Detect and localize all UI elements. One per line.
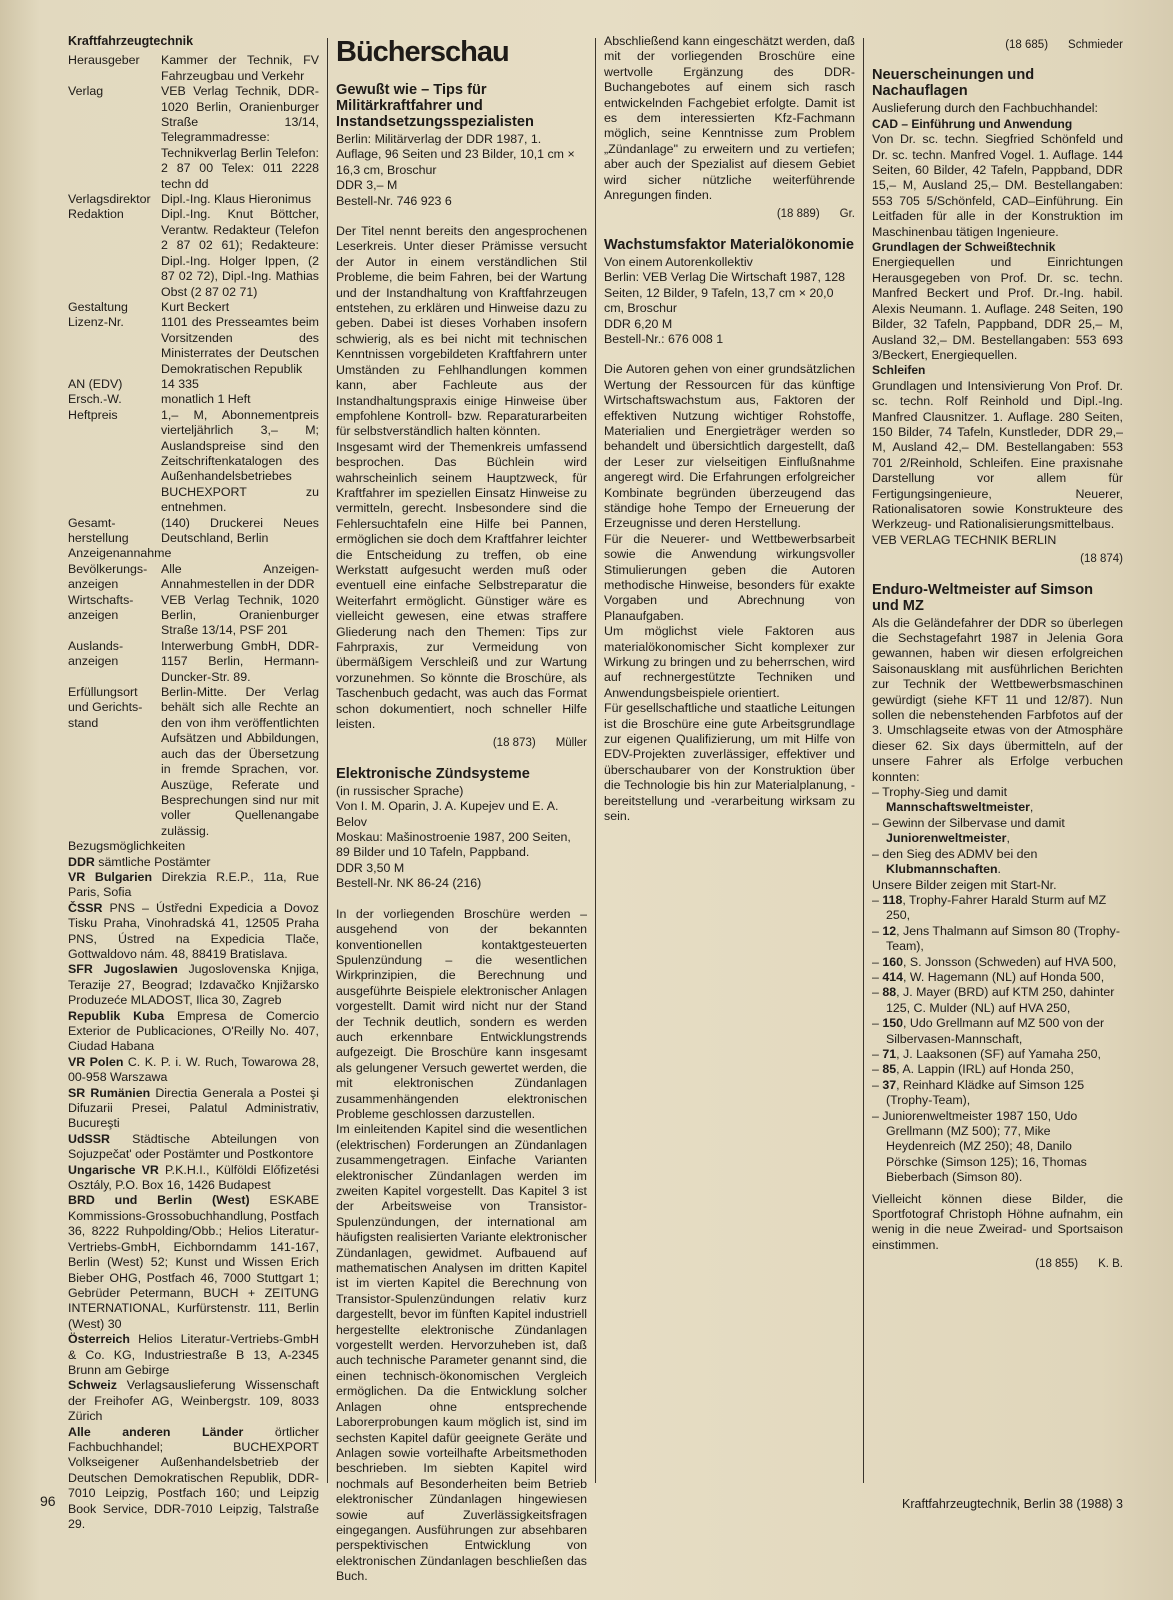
- review-body: [604, 362, 855, 824]
- imprint-key: Verlagsdirektor: [68, 192, 151, 207]
- bezug-text: C. K. P. i. W. Ruch, Towarowa 28, 00-958 Warszawa: [68, 1054, 320, 1085]
- bezug-country: Österreich: [68, 1332, 130, 1347]
- news-item-text: Grundlagen und Intensivierung Von Prof. Dr. sc. techn. Rolf Reinhold und Dipl.-Ing. Manfred Clausnitzer. 1. Auflage. 280 Seiten, 150 Bilder, 74 Tafeln, Kunstleder, DDR 29,– M, Ausland 42,– DM. Bestellangaben: 553 701 2/Reinhold, Schleifen. Eine praxisnahe Darstellung vor allem für Fertigungsingenieure, Neuerer, Rationalisatoren sowie Konstrukteure des Werkzeug- und Rationalisierungsmittelbaus.: [872, 378, 1123, 532]
- rider-item: [872, 1078, 1123, 1109]
- rider-item: [872, 1016, 1123, 1047]
- win-end: ,: [1006, 831, 1010, 846]
- meta-line: DDR 3,50 M: [336, 860, 405, 875]
- bezug-country: UdSSR: [68, 1131, 110, 1146]
- meta-line: Bestell-Nr. 746 923 6: [336, 193, 452, 208]
- imprint-row: [68, 207, 319, 299]
- review-column-3: [604, 34, 855, 825]
- imprint-value: Dipl.-Ing. Klaus Hieronimus: [161, 192, 312, 207]
- review-number: (18 874): [1080, 553, 1123, 566]
- imprint-row: [68, 300, 319, 315]
- column-rule: [327, 38, 328, 1483]
- imprint-key: Redaktion: [68, 207, 124, 222]
- bezug-country: Schweiz: [68, 1378, 117, 1393]
- news-column-4: [872, 34, 1123, 1287]
- imprint-value: 1101 des Presseamtes beim Vorsitzenden des Ministerrates der Deutschen Demokratischen Republik: [161, 315, 319, 376]
- rider-item: [872, 970, 1123, 985]
- news-item: [872, 363, 1123, 532]
- review-title: Gewußt wie – Tips für Militärkraftfahrer und Instandsetzungsspezialisten: [336, 82, 534, 130]
- rider-number: 71: [882, 1046, 897, 1061]
- imprint-column: [68, 34, 319, 1532]
- bezug-text: Direkzia R.E.P., 11a, Rue Paris, Sofia: [68, 869, 319, 900]
- bezug-entry: [68, 855, 319, 870]
- rider-text: , W. Hagemann (NL) auf Honda 500,: [903, 969, 1105, 984]
- rider-item: [872, 893, 1123, 924]
- rider-text: , J. Laaksonen (SF) auf Yamaha 250,: [896, 1046, 1101, 1061]
- imprint-value: Alle Anzeigen-Annahmestellen in der DDR: [161, 561, 319, 592]
- bezug-entry: [68, 1193, 319, 1332]
- bezug-country: ČSSR: [68, 900, 103, 915]
- review-title: Wachstumsfaktor Materialökonomie: [604, 236, 855, 253]
- paragraph: Abschließend kann eingeschätzt werden, daß mit der vorliegenden Broschüre eine wertvolle Ergänzung des DDR-Buchangebotes auf einem sich rasch entwickelnden Fachgebiet erfolgte. Damit ist es dem interessierten Kfz-Fachmann möglich, seine Kenntnisse zum Problem „Zündanlage" zu erweitern und zu vertiefen; aber auch der Spezialist auf diesem Gebiet wird sicher nützliche weiterführende Anregungen finden.: [604, 34, 855, 203]
- bezug-text: Empresa de Comercio Exterior de Publicaciones, O'Reilly No. 407, Ciudad Habana: [68, 1008, 319, 1054]
- paragraph: In der vorliegenden Broschüre werden – ausgehend von der bekannten konventionellen kontaktgesteuerten Spulenzündung – die wesentlichen Wirkprinzipien, die Berechnung und ausgeführte Beispiele elektronischer Anlagen vorgestellt. Damit wird nicht nur der Stand der Technik deutlich, sondern es werden auch erkennbare Entwicklungstrends aufgezeigt. Die Broschüre kann insgesamt als gelungener Versuch gewertet werden, die mit elektronischen Zündanlagen zusammenhängenden elektronischen Probleme geschlossen darzustellen.: [336, 906, 587, 1121]
- win-bold: Mannschaftsweltmeister: [886, 800, 1030, 815]
- bezug-text: P.K.H.I., Külföldi Előfizetési Osztály, P.O. Box 16, 1426 Budapest: [68, 1162, 319, 1193]
- imprint-rows: [68, 53, 319, 546]
- paragraph: Vielleicht können diese Bilder, die Sportfotograf Christoph Höhne aufnahm, ein wenig in die neue Zweirad- und Sportsaison einstimmen.: [872, 1191, 1123, 1252]
- review-author: K. B.: [1098, 1258, 1123, 1271]
- wins-list: [872, 785, 1123, 877]
- review-signature: [872, 1257, 1123, 1272]
- win-text: Gewinn der Silbervase und damit: [882, 815, 1065, 830]
- imprint-row: [68, 377, 319, 392]
- bezug-heading: Bezugsmöglichkeiten: [68, 839, 186, 854]
- imprint-row: [68, 315, 319, 377]
- ads-rows: [68, 562, 319, 839]
- rider-number: 150: [882, 1016, 904, 1031]
- imprint-key: Heftpreis: [68, 407, 118, 422]
- review-signature: [336, 736, 587, 751]
- review-signature: [872, 38, 1123, 53]
- imprint-row: [68, 192, 319, 207]
- imprint-row: [68, 53, 319, 84]
- ads-heading: Anzeigenannahme: [68, 546, 172, 561]
- imprint-value: Berlin-Mitte. Der Verlag behält sich alle Rechte an den von ihm veröffentlichten Aufsätzen und Abbildungen, auch das der Übersetzung in fremde Sprachen, vor. Auszüge, Referate und Besprechungen sind nur mit voller Quellenangabe zulässig.: [161, 685, 319, 838]
- meta-line: Von einem Autorenkollektiv: [604, 254, 753, 269]
- win-end: ,: [1029, 800, 1034, 815]
- win-end: .: [997, 862, 1001, 877]
- meta-line: (in russischer Sprache): [336, 783, 464, 798]
- meta-line: DDR 3,– M: [336, 178, 398, 193]
- bezug-text: Verlagsauslieferung Wissenschaft der Freihofer AG, Weinbergstr. 109, 8033 Zürich: [68, 1378, 319, 1424]
- bezug-entry: [68, 1009, 319, 1055]
- review-column-2: [336, 34, 587, 1585]
- rider-text: , A. Lappin (IRL) auf Honda 250,: [896, 1062, 1074, 1077]
- news-item-title: CAD – Einführung und Anwendung: [872, 116, 1073, 131]
- bezug-country: DDR: [68, 854, 95, 869]
- bezug-text: Helios Literatur-Vertriebs-GmbH & Co. KG, Industriestraße B 13, A-2345 Brunn am Gebirge: [68, 1332, 319, 1377]
- imprint-row: [68, 639, 319, 685]
- paragraph: Um möglichst viele Faktoren aus materialökonomischer Sicht komplexer zur Wirkung zu bringen und zu beherrschen, wird auf rechnergestützte Techniken und Anwendungsbeispiele orientiert.: [604, 624, 855, 700]
- rider-text: , Reinhard Klädke auf Simson 125 (Trophy-Team),: [886, 1077, 1085, 1108]
- rider-text: Juniorenweltmeister 1987 150, Udo Grellmann (MZ 500); 77, Mike Heydenreich (MZ 250); 48, Danilo Pörschke (Simson 125); 16, Thomas Bieberbach (Simson 80).: [882, 1108, 1087, 1185]
- imprint-value: VEB Verlag Technik, 1020 Berlin, Oranienburger Straße 13/14, PSF 201: [161, 592, 319, 638]
- imprint-value: (140) Druckerei Neues Deutschland, Berlin: [161, 515, 319, 545]
- bezug-entry: [68, 1332, 319, 1378]
- imprint-key: Auslands-anzeigen: [68, 638, 124, 669]
- news-item-title: Schleifen: [872, 363, 926, 378]
- review-body: [336, 224, 587, 732]
- bezug-entry: [68, 1425, 319, 1533]
- paragraph: Unsere Bilder zeigen mit Start-Nr.: [872, 877, 1057, 892]
- imprint-row: [68, 516, 319, 547]
- imprint-value: Interwerbung GmbH, DDR-1157 Berlin, Hermann-Duncker-Str. 89.: [161, 638, 319, 684]
- imprint-key: Gesamt-herstellung: [68, 515, 129, 545]
- bezug-text: PNS – Ústředni Expedicia a Dovoz Tisku Praha, Vinohradská 41, 12505 Praha PNS, Ústred na Expedicia Tlače, Gottwaldovo nám. 48, 88419 Bratislava.: [68, 900, 319, 961]
- imprint-value: Kammer der Technik, FV Fahrzeugbau und Verkehr: [161, 53, 319, 83]
- rider-number: 12: [882, 923, 897, 938]
- bezug-entry: [68, 1163, 319, 1194]
- bezug-text: Directia Generala a Postei şi Difuzarii Presei, Palatul Administrativ, Bucureşti: [68, 1085, 319, 1131]
- rider-text: , S. Jonsson (Schweden) auf HVA 500,: [903, 954, 1117, 969]
- win-item: [872, 785, 1123, 816]
- news-title: Neuerscheinungen und Nachauflagen: [872, 67, 1035, 100]
- enduro-title: Enduro-Weltmeister auf Simson und MZ: [872, 581, 1094, 614]
- imprint-key: Erfüllungsort und Gerichts-stand: [68, 685, 143, 730]
- bezug-entry: [68, 1378, 319, 1424]
- win-item: [872, 847, 1123, 878]
- bezug-country: Ungarische VR: [68, 1162, 159, 1177]
- column-rule: [863, 38, 864, 1483]
- news-item: [872, 117, 1123, 240]
- news-items: [872, 117, 1123, 533]
- column-rule: [595, 38, 596, 1483]
- news-item-text: Energiequellen und Einrichtungen Herausgegeben von Prof. Dr. sc. techn. Manfred Beckert und Prof. Dr.-Ing. habil. Alexis Neumann. 1. Auflage. 248 Seiten, 190 Bilder, 32 Tafeln, Pappband, DDR 25,– M, Ausland 32,– DM. Bestellangaben: 553 693 3/Beckert, Energiequellen.: [872, 255, 1123, 362]
- review-number: (18 855): [1035, 1258, 1079, 1271]
- rider-number: 37: [882, 1077, 897, 1092]
- imprint-value: VEB Verlag Technik, DDR-1020 Berlin, Oranienburger Straße 13/14, Telegrammadresse: Technikverlag Berlin Telefon: 2 87 00 Telex: 011 2228 techn dd: [161, 84, 319, 191]
- imprint-value: Kurt Beckert: [161, 299, 230, 314]
- imprint-row: [68, 685, 319, 839]
- review-number: (18 685): [1005, 39, 1049, 51]
- rider-number: 118: [882, 892, 903, 907]
- win-text: Trophy-Sieg und damit: [882, 785, 1008, 800]
- paragraph: Für gesellschaftliche und staatliche Leitungen ist die Broschüre eine gute Arbeitsgrundlage zur eigenen Qualifizierung, um mit Hilfe von EDV-Projekten zuverlässiger, effektiver und überschaubarer von der Konstruktion über die Technologie bis hin zur Materialplanung, -bereitstellung und -verarbeitung wirksam zu sein.: [604, 701, 855, 824]
- review-signature: [872, 552, 1123, 567]
- bezug-text: örtlicher Fachbuchhandel; BUCHEXPORT Volkseigener Außenhandelsbetrieb der Deutschen Demokratischen Republik, DDR-7010 Leipzig, Postfach 160; und Leipzig Book Service, DDR-7010 Leipzig, Talstraße 29.: [68, 1424, 320, 1531]
- bezug-entry: [68, 1086, 319, 1132]
- paragraph: Die Autoren gehen von einer grundsätzlichen Wertung der Ressourcen für das künftige Wirtschaftswachstum aus, Faktoren der effektiven Nutzung wichtiger Rohstoffe, Materialien und Energieträger werden so behandelt und übersichtlich dargestellt, daß der Leser zur vielseitigen Einflußnahme angeregt wird. Die Erfahrungen erfolgreicher Kombinate begründen überzeugend das ständige hohe Tempo der Erneuerung der Erzeugnisse und deren Herstellung.: [604, 362, 855, 531]
- imprint-key: Gestaltung: [68, 299, 128, 314]
- review-number: (18 889): [776, 208, 820, 221]
- rider-text: , J. Mayer (BRD) auf KTM 250, dahinter 125, C. Mulder (NL) auf HVA 250,: [886, 985, 1115, 1015]
- review-meta: [604, 255, 855, 347]
- imprint-key: Wirtschafts-anzeigen: [68, 592, 134, 623]
- review-author: Gr.: [839, 208, 855, 221]
- rider-item: [872, 1047, 1123, 1062]
- paragraph: Für die Neuerer- und Wettbewerbsarbeit sowie die Anwendung wirkungsvoller Stimulierungen geben die Autoren methodische Hinweise, besonders für exakte Vorgaben und Abrechnung von Planaufgaben.: [604, 531, 855, 623]
- imprint-key: Verlag: [68, 84, 104, 99]
- imprint-title: Kraftfahrzeugtechnik: [68, 34, 194, 48]
- bezug-country: Republik Kuba: [68, 1008, 165, 1023]
- review-signature: [604, 207, 855, 222]
- win-text: den Sieg des ADMV bei den: [882, 846, 1038, 861]
- bezug-text: Städtische Abteilungen von Sojuzpečat' oder Postämter und Postkontore: [68, 1131, 319, 1162]
- imprint-value: Dipl.-Ing. Knut Böttcher, Verantw. Redakteur (Telefon 2 87 02 61); Redakteure: Dipl.-Ing. Holger Ippen, (2 87 02 72), Dipl.-Ing. Mathias Obst (2 87 02 71): [161, 207, 319, 299]
- meta-line: Von I. M. Oparin, J. A. Kupejev und E. A. Belov: [336, 799, 559, 829]
- bezug-entry: [68, 870, 319, 901]
- imprint-row: [68, 593, 319, 639]
- win-item: [872, 816, 1123, 847]
- review-meta: [336, 784, 587, 892]
- section-title: Bücherschau: [336, 36, 509, 68]
- rider-text: , Jens Thalmann auf Simson 80 (Trophy-Team),: [886, 923, 1120, 954]
- meta-line: Bestell-Nr.: 676 008 1: [604, 331, 724, 346]
- imprint-row: [68, 84, 319, 192]
- news-intro: Auslieferung durch den Fachbuchhandel:: [872, 101, 1098, 116]
- riders-list: [872, 893, 1123, 1186]
- bezug-country: BRD und Berlin (West): [68, 1193, 250, 1208]
- rider-number: 160: [882, 954, 904, 969]
- review-meta: [336, 132, 587, 209]
- imprint-value: 14 335: [161, 376, 199, 391]
- imprint-row: [68, 408, 319, 516]
- meta-line: Berlin: VEB Verlag Die Wirtschaft 1987, 128 Seiten, 12 Bilder, 9 Tafeln, 13,7 cm × 20,0 cm, Broschur: [604, 270, 846, 316]
- imprint-key: Ersch.-W.: [68, 392, 122, 407]
- rider-number: 88: [882, 985, 897, 1000]
- rider-number: 85: [882, 1062, 897, 1077]
- paragraph: Insgesamt wird der Themenkreis umfassend besprochen. Das Büchlein wird wahrscheinlich seinem Hauptzweck, für Kraftfahrer im speziellen Einsatz Hinweise zu vermitteln, gerecht. Insbesondere sind die Fehlersuchtafeln eine Hilfe bei Pannen, ermöglichen sie doch dem Kraftfahrer leichter die Entscheidung zu treffen, ob eine Werkstatt aufgesucht werden muß oder eventuell eine einfache Selbstreparatur die Weiterfahrt ermöglicht. Günstiger wäre es vielleicht gewesen, eine etwas straffere Gliederung nach den Themen: Tips zur Fahrpraxis, zur Vermeidung von übermäßigem Verschleiß und zur Wartung vorzunehmen. So könnte die Broschüre, als Taschenbuch gedacht, was auch das Format schon dokumentiert, noch schneller Hilfe leisten.: [336, 439, 587, 732]
- news-body: [872, 101, 1123, 548]
- bezug-entry: [68, 901, 319, 963]
- imprint-key: Bevölkerungs-anzeigen: [68, 561, 148, 592]
- imprint-key: Herausgeber: [68, 53, 140, 68]
- paragraph: Als die Geländefahrer der DDR so überlegen die Sechstagefahrt 1987 in Jelenia Gora gewannen, haben wir diesen erfolgreichen Saisonausklang mit ausführlichen Berichten zur Technik der Wettbewerbsmaschinen gewürdigt (siehe KFT 11 und 12/87). Nun sollen die nebenstehenden Farbfotos auf der 3. Umschlagseite etwas von der Atmosphäre dieser 62. Six days übermitteln, auf der unsere Fahrer als Erfolge verbuchen konnten:: [872, 615, 1123, 784]
- review-body: [604, 34, 855, 203]
- bezug-country: SFR Jugoslawien: [68, 962, 178, 977]
- bezug-text: Jugoslovenska Knjiga, Terazije 27, Beograd; Izdavačko Knjižarsko Produzeće MLADOST, Ilica 30, Zagreb: [68, 962, 319, 1008]
- news-item-text: Von Dr. sc. techn. Siegfried Schönfeld und Dr. sc. techn. Manfred Vogel. 1. Auflage. 144 Seiten, 60 Bilder, 42 Tafeln, Pappband, DDR 15,– M, Ausland 25,– DM. Bestellangaben: 553 705 5/Schönfeld, CAD–Einführung. Ein Leitfaden für alle in der Konstruktion im Maschinenbau tätigen Ingenieure.: [872, 132, 1123, 239]
- review-author: Schmieder: [1068, 39, 1123, 51]
- imprint-value: 1,– M, Abonnementpreis vierteljährlich 3,– M; Auslandspreise sind den Zeitschriftenkatalogen des Außenhandelsbetriebes BUCHEXPORT zu entnehmen.: [161, 407, 319, 515]
- imprint-key: AN (EDV): [68, 376, 123, 391]
- meta-line: Bestell-Nr. NK 86-24 (216): [336, 876, 482, 891]
- enduro-body: [872, 616, 1123, 1254]
- rider-item: [872, 955, 1123, 970]
- imprint-value: monatlich 1 Heft: [161, 392, 251, 407]
- paragraph: Der Titel nennt bereits den angesprochenen Leserkreis. Unter dieser Prämisse versucht der Autor in einem verständlichen Stil Probleme, die beim Fahren, bei der Wartung und der Instandhaltung von Kraftfahrzeugen entstehen, zu erklären und Hinweise dazu zu geben. Dabei ist dieses Vorhaben insofern schwierig, als es bei nicht mit technischen Kenntnissen vorgebildeten Kraftfahrern unter Umständen zu Fehlhandlungen kommen kann, aber Fachleute aus der Instandhaltungspraxis einige Hinweise über empfohlene Kontroll- bzw. Reparaturarbeiten für selbstverständlich halten könnten.: [336, 224, 587, 439]
- rider-text: , Trophy-Fahrer Harald Sturm auf MZ 250,: [886, 892, 1107, 923]
- journal-reference: Kraftfahrzeugtechnik, Berlin 38 (1988) 3: [902, 1497, 1123, 1511]
- meta-line: Berlin: Militärverlag der DDR 1987, 1. Auflage, 96 Seiten und 23 Bilder, 10,1 cm × 16,3 cm, Broschur: [336, 132, 575, 177]
- bezug-text: ESKABE Kommissions-Grossobuchhandlung, Postfach 36, 8222 Ruhpolding/Obb.; Helios Literatur-Vertriebs-GmbH, Eichborndamm 141-167, Berlin (West) 52; Kunst und Wissen Erich Bieber OHG, Postfach 46, 7000 Stuttgart 1; Gebrüder Petermann, BUCH + ZEITUNG INTERNATIONAL, Kurfürstenstr. 111, Berlin (West) 30: [68, 1193, 320, 1331]
- win-bold: Klubmannschaften: [886, 862, 998, 877]
- rider-number: 414: [882, 969, 904, 984]
- meta-line: Moskau: Mašinostroenie 1987, 200 Seiten, 89 Bilder und 10 Tafeln, Pappband.: [336, 830, 571, 860]
- rider-item: [872, 924, 1123, 955]
- win-bold: Juniorenweltmeister: [886, 831, 1007, 846]
- rider-item: [872, 1109, 1123, 1186]
- review-body: [336, 907, 587, 1585]
- imprint-key: Lizenz-Nr.: [68, 315, 124, 330]
- bezug-country: VR Polen: [68, 1054, 124, 1069]
- news-publisher: VEB VERLAG TECHNIK BERLIN: [872, 532, 1057, 547]
- bezug-text: sämtliche Postämter: [94, 854, 211, 869]
- news-item: [872, 240, 1123, 363]
- bezug-entry: [68, 962, 319, 1008]
- paragraph: Im einleitenden Kapitel sind die wesentlichen (elektrischen) Forderungen an Zündanlagen zusammengetragen. Einfache Varianten elektronischer Zündanlagen werden im zweiten Kapitel vorgestellt. Das Kapitel 3 ist der Arbeitsweise von Transistor-Spulenzündungen, der international am häufigsten realisierten Variante elektronischer Zündanlagen, gewidmet. Aufbauend auf mathematischen Analysen im dritten Kapitel ist im vierten Kapitel die Berechnung von Transistor-Spulenzündungen relativ kurz dargestellt, bevor im fünften Kapitel industriell hergestellte elektronische Zündanlagen vorgestellt werden. Hervorzuheben ist, daß auch technische Parameter genannt sind, die einen technisch-ökonomischen Vergleich ermöglichen. Da die Entwicklung solcher Anlagen ohne entsprechende Laborerprobungen kaum möglich ist, sind im sechsten Kapitel dafür geeignete Geräte und Anlagen sowie vorteilhafte Arbeitsmethoden beschrieben. Im siebten Kapitel wird nochmals auf Besonderheiten beim Betrieb elektronischer Zündanlagen hingewiesen sowie auf Zuverlässigkeitsfragen eingegangen. Ausführungen zur absehbaren perspektivischen Entwicklung von elektronischen Zündanlagen beschließen das Buch.: [336, 1122, 587, 1584]
- bezug-list: [68, 855, 319, 1533]
- bezug-country: SR Rumänien: [68, 1085, 151, 1100]
- bezug-entry: [68, 1055, 319, 1086]
- bezug-entry: [68, 1132, 319, 1163]
- rider-item: [872, 1062, 1123, 1077]
- review-number: (18 873): [492, 737, 536, 750]
- imprint-row: [68, 392, 319, 407]
- bezug-country: VR Bulgarien: [68, 869, 153, 884]
- review-title: Elektronische Zündsysteme: [336, 765, 530, 782]
- meta-line: DDR 6,20 M: [604, 316, 673, 331]
- news-item-title: Grundlagen der Schweißtechnik: [872, 240, 1056, 255]
- page-number: 96: [40, 1493, 56, 1509]
- bezug-country: Alle anderen Länder: [68, 1424, 244, 1439]
- review-author: Müller: [555, 737, 587, 750]
- rider-item: [872, 985, 1123, 1016]
- rider-text: , Udo Grellmann auf MZ 500 von der Silbervasen-Mannschaft,: [886, 1016, 1105, 1046]
- imprint-row: [68, 562, 319, 593]
